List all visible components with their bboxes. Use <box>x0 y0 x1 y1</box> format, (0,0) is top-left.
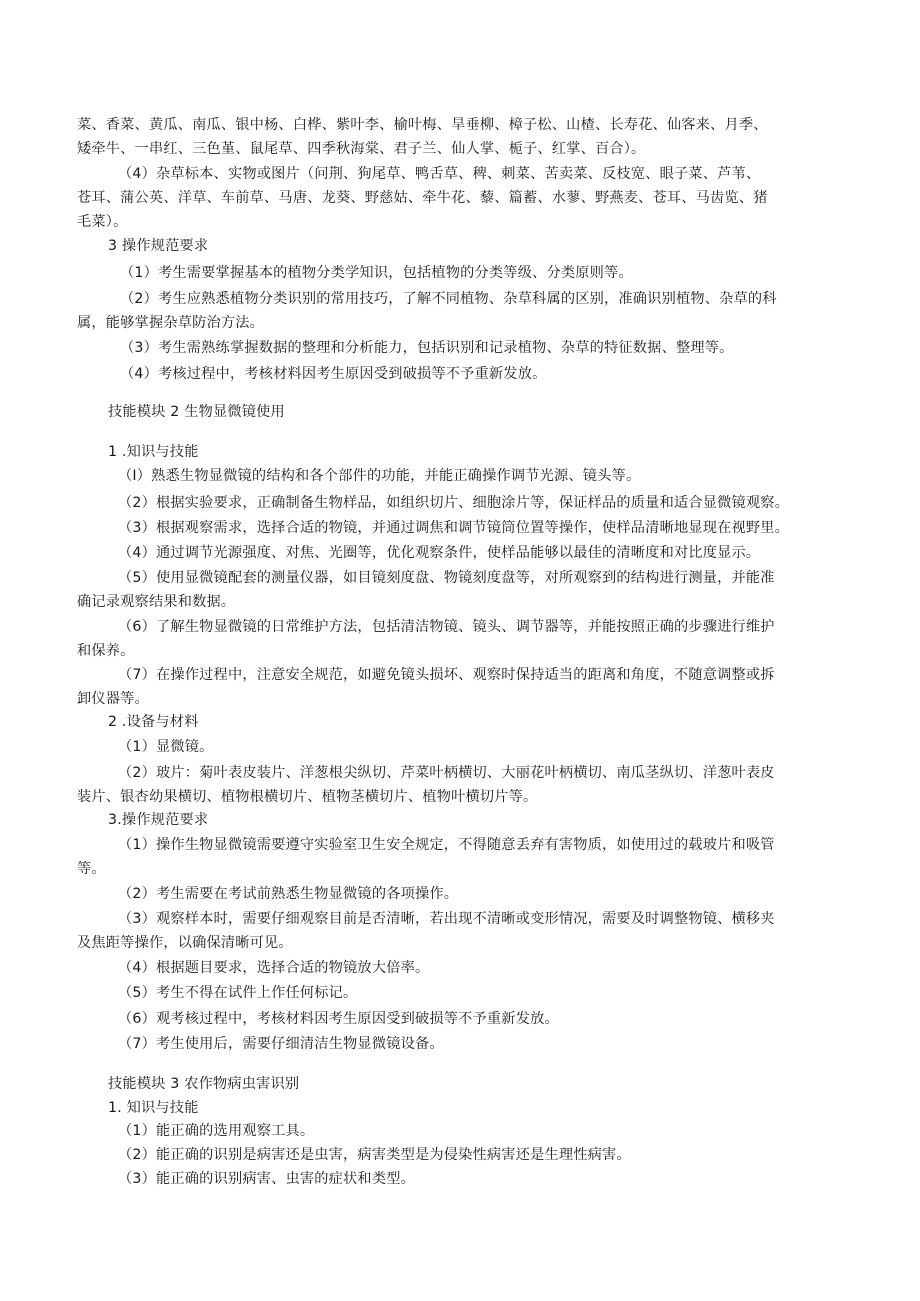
text-line-36: （6）观考核过程中，考核材料因考生原因受到破损等不予重新发放。 <box>118 1011 559 1027</box>
text-line-26: （2）玻片：菊叶表皮装片、洋葱根尖纵切、芹菜叶柄横切、大丽花叶柄横切、南瓜茎纵切、洋葱叶表皮 <box>118 765 775 781</box>
text-line-10: （3）考生需熟练掌握数据的整理和分析能力，包括识别和记录植物、杂草的特征数据、整理等。 <box>120 340 734 356</box>
text-line-34: （4）根据题目要求，选择合适的物镜放大倍率。 <box>118 960 430 976</box>
section-heading-knowledge-3: 1. 知识与技能 <box>108 1100 199 1116</box>
text-line-11: （4）考核过程中，考核材料因考生原因受到破损等不予重新发放。 <box>120 366 547 382</box>
text-line-23: 卸仪器等。 <box>77 691 149 707</box>
text-line-33: 及焦距等操作，以确保清晰可见。 <box>77 935 293 951</box>
text-line-29: （1）操作生物显微镜需要遵守实验室卫生安全规定，不得随意丢弃有害物质，如使用过的载玻片和吸管 <box>118 837 775 853</box>
text-line-31: （2）考生需要在考试前熟悉生物显微镜的各项操作。 <box>118 886 459 902</box>
text-line-19: 确记录观察结果和数据。 <box>77 594 236 610</box>
text-line-25: （1）显微镜。 <box>118 739 214 755</box>
text-line-17: （4）通过调节光源强度、对焦、光圈等，优化观察条件，使样品能够以最佳的清晰度和对比度显示。 <box>118 545 761 561</box>
module-heading-2: 技能模块 2 生物显微镜使用 <box>108 404 285 420</box>
text-line-3: （4）杂草标本、实物或图片（问荆、狗尾草、鸭舌草、稗、刺菜、苦卖菜、反枝宽、眼子菜、芦苇、 <box>118 166 761 182</box>
section-heading-knowledge-2: 1 .知识与技能 <box>108 444 199 460</box>
text-line-30: 等。 <box>77 861 106 877</box>
text-line-21: 和保养。 <box>77 643 135 659</box>
section-heading-equipment-2: 2 .设备与材料 <box>108 714 199 730</box>
text-line-5: 毛菜）。 <box>77 214 128 230</box>
text-line-37: （7）考生使用后，需要仔细清洁生物显微镜设备。 <box>118 1036 444 1052</box>
text-line-42: （3）能正确的识别病害、虫害的症状和类型。 <box>118 1171 415 1187</box>
text-line-15: （2）根据实验要求，正确制备生物样品，如组织切片、细胞涂片等，保证样品的质量和适合显微镜观察。 <box>118 495 790 511</box>
text-line-41: （2）能正确的识别是病害还是虫害，病害类型是为侵染性病害还是生理性病害。 <box>118 1147 631 1163</box>
text-line-20: （6）了解生物显微镜的日常维护方法，包括清洁物镜、镜头、调节器等，并能按照正确的步骤进行维护 <box>118 619 775 635</box>
text-line-14: （I）熟悉生物显微镜的结构和各个部件的功能，并能正确操作调节光源、镜头等。 <box>118 468 641 484</box>
text-line-2: 矮牵牛、一串红、三色堇、鼠尾草、四季秋海棠、君子兰、仙人掌、栀子、红掌、百合）。 <box>77 141 646 157</box>
text-line-40: （1）能正确的选用观察工具。 <box>118 1123 315 1139</box>
text-line-32: （3）观察样本时，需要仔细观察目前是否清晰，若出现不清晰或变形情况，需要及时调整物镜、横移夹 <box>118 911 775 927</box>
text-line-7: （1）考生需要掌握基本的植物分类学知识，包括植物的分类等级、分类原则等。 <box>120 265 633 281</box>
text-line-8: （2）考生应熟悉植物分类识别的常用技巧，了解不同植物、杂草科属的区别，准确识别植物、杂草的科 <box>120 291 777 307</box>
text-line-35: （5）考生不得在试件上作任何标记。 <box>118 985 358 1001</box>
section-heading-operation-2: 3.操作规范要求 <box>108 812 209 828</box>
text-line-22: （7）在操作过程中，注意安全规范，如避免镜头损坏、观察时保持适当的距离和角度，不随意调整或拆 <box>118 667 775 683</box>
text-line-1: 菜、香菜、黄瓜、南瓜、银中杨、白桦、紫叶李、榆叶梅、旱垂柳、樟子松、山楂、长寿花、仙客来、月季、 <box>77 117 768 133</box>
section-heading-operation-1: 3 操作规范要求 <box>108 238 209 254</box>
module-heading-3: 技能模块 3 农作物病虫害识别 <box>108 1076 300 1092</box>
text-line-27: 装片、银杏幼果横切、植物根横切片、植物茎横切片、植物叶横切片等。 <box>77 789 538 805</box>
text-line-9: 属，能够掌握杂草防治方法。 <box>77 315 265 331</box>
text-line-4: 苍耳、蒲公英、洋草、车前草、马唐、龙葵、野慈姑、牵牛花、藜、篇蓄、水蓼、野燕麦、苍耳、马齿览、猪 <box>77 190 768 206</box>
text-line-16: （3）根据观察需求，选择合适的物镜，并通过调焦和调节镜筒位置等操作，使样品清晰地显现在视野里。 <box>118 520 790 536</box>
text-line-18: （5）使用显微镜配套的测量仪器，如目镜刻度盘、物镜刻度盘等，对所观察到的结构进行测量，并能准 <box>118 570 775 586</box>
